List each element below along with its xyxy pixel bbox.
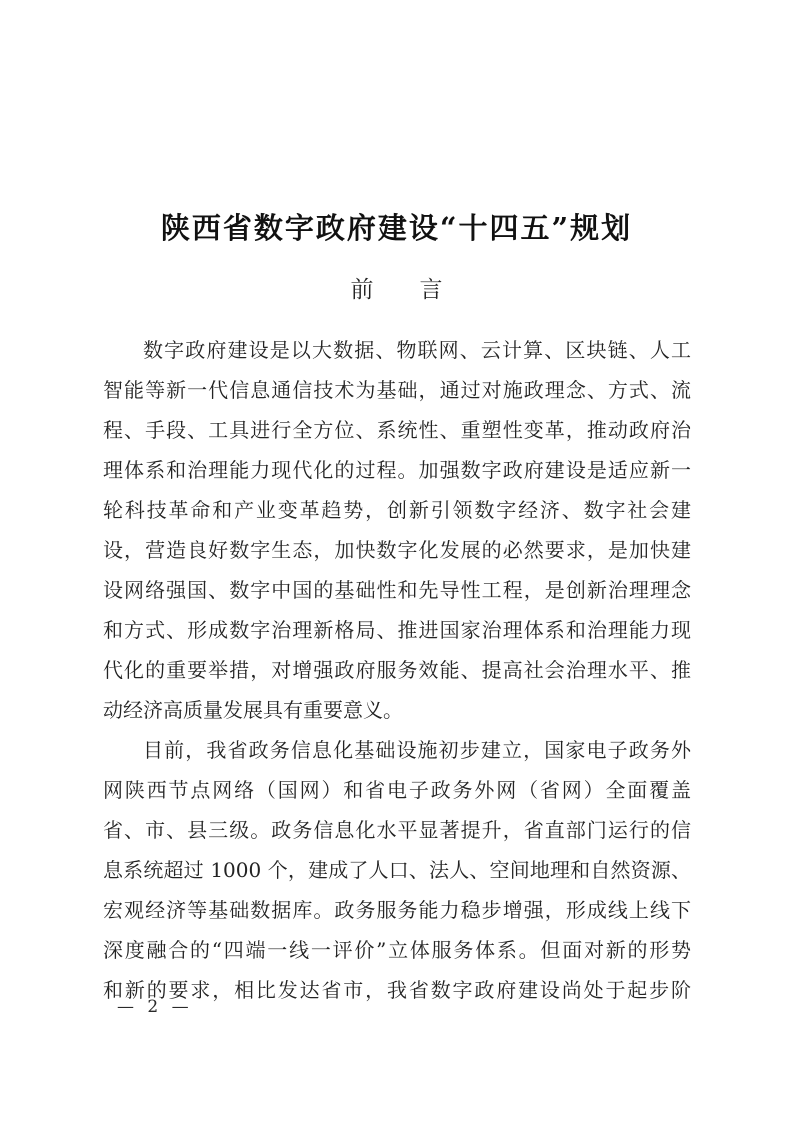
paragraph-1-line: 设，营造良好数字生态，加快数字化发展的必然要求，是加快建 [103, 538, 691, 562]
paragraph-2-line: 省、市、县三级。政务信息化水平显著提升，省直部门运行的信 [103, 818, 691, 842]
paragraph-2-line: 息系统超过 1000 个，建成了人口、法人、空间地理和自然资源、 [103, 858, 691, 882]
page-footer [117, 997, 193, 1017]
section-heading-preface: 前 言 [350, 277, 443, 303]
paragraph-2-line: 目前，我省政务信息化基础设施初步建立，国家电子政务外 [143, 738, 691, 762]
paragraph-1-line: 和方式、形成数字治理新格局、推进国家治理体系和治理能力现 [103, 618, 691, 642]
document-body [103, 330, 691, 1010]
paragraph-1-line: 程、手段、工具进行全方位、系统性、重塑性变革，推动政府治 [103, 418, 691, 442]
paragraph-1-line: 智能等新一代信息通信技术为基础，通过对施政理念、方式、流 [103, 378, 691, 402]
page-number: — 2 — [117, 997, 193, 1017]
paragraph-2-line: 深度融合的“四端一线一评价”立体服务体系。但面对新的形势 [103, 938, 691, 962]
paragraph-1-line: 设网络强国、数字中国的基础性和先导性工程，是创新治理理念 [103, 578, 691, 602]
paragraph-1-line: 轮科技革命和产业变革趋势，创新引领数字经济、数字社会建 [103, 498, 691, 522]
paragraph-2-line: 宏观经济等基础数据库。政务服务能力稳步增强，形成线上线下 [103, 898, 691, 922]
paragraph-1-line: 代化的重要举措，对增强政府服务效能、提高社会治理水平、推 [103, 658, 691, 682]
paragraph-2-line: 网陕西节点网络（国网）和省电子政务外网（省网）全面覆盖 [103, 778, 691, 802]
paragraph-1-line: 动经济高质量发展具有重要意义。 [103, 698, 403, 722]
paragraph-1-line: 理体系和治理能力现代化的过程。加强数字政府建设是适应新一 [103, 458, 691, 482]
paragraph-1-line: 数字政府建设是以大数据、物联网、云计算、区块链、人工 [143, 338, 691, 362]
paragraph-2-line: 和新的要求，相比发达省市，我省数字政府建设尚处于起步阶 [103, 978, 691, 1002]
document-title: 陕西省数字政府建设“十四五”规划 [160, 211, 633, 245]
